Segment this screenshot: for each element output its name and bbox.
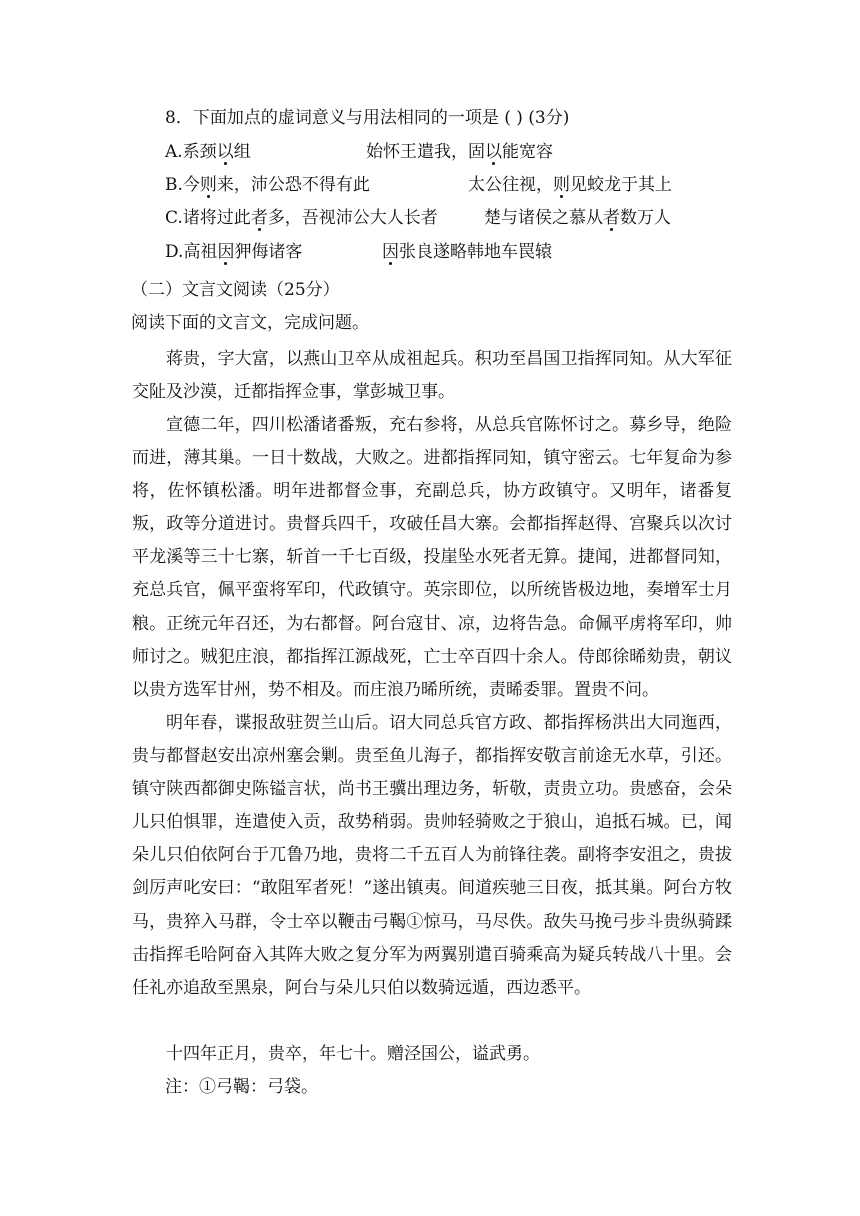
dotted-function-word: 因 [382, 242, 399, 262]
question-8-stem: 8．下面加点的虚词意义与用法相同的一项是 ( ) (3分) [165, 108, 570, 128]
option-text: 诸将过此 [182, 208, 251, 228]
option-text: 数万人 [620, 208, 671, 228]
dotted-function-word: 者 [250, 208, 268, 228]
option-text: 太公往视， [468, 175, 553, 195]
option-c-right [484, 205, 671, 231]
passage-paragraph-2: 宣德二年，四川松潘诸番叛，充右参将，从总兵官陈怀讨之。募乡导，绝险而进，薄其巢。一日十数战，大败之。进都指挥同知，镇守密云。七年复命为参将，佐怀镇松潘。明年进都督佥事，充副总兵，协方政镇守。又明年，诸番复叛，政等分道进讨。贵督兵四千，攻破任昌大寨。会都指挥赵得、宫聚兵以次讨平龙溪等三十七寨，斩首一千七百级，投崖坠水死者无算。捷闻，进都督同知，充总兵官，佩平蛮将军印，代政镇守。英宗即位，以所统皆极边地，奏增军士月粮。正统元年召还，为右都督。阿台寇甘、凉，边将告急。命佩平虏将军印，帅师讨之。贼犯庄浪，都指挥江源战死，亡士卒百四十余人。侍郎徐晞劾贵，朝议以贵方选军甘州，势不相及。而庄浪乃晞所统，责晞委罪。置贵不问。 [132, 415, 732, 700]
option-text: 狎侮诸客 [234, 242, 303, 262]
option-text: 系颈 [182, 142, 217, 162]
option-text: 高祖 [183, 242, 218, 262]
section-heading: （二）文言文阅读（25分） [131, 280, 340, 300]
option-label: D. [165, 242, 184, 262]
footnote: 注：①弓鞨：弓袋。 [165, 1077, 318, 1097]
option-text: 始怀王遣我，固 [366, 142, 485, 162]
option-d-left [165, 239, 302, 265]
option-text: 多，吾视沛公大人长者 [267, 208, 438, 228]
option-text: 能宽容 [502, 142, 553, 162]
passage-paragraph-1: 蒋贵，字大富，以燕山卫卒从成祖起兵。积功至昌国卫指挥同知。从大军征交阯及沙漠，迁都指挥佥事，掌彭城卫事。 [132, 349, 732, 403]
option-d-right [382, 239, 552, 265]
option-text: 今 [182, 175, 200, 195]
option-label: B. [165, 175, 183, 195]
passage-paragraph-4: 十四年正月，贵卒，年七十。赠泾国公，谥武勇。 [166, 1044, 540, 1064]
option-text: 张良遂略韩地车罠辕 [399, 242, 552, 262]
option-a-left [165, 139, 251, 165]
dotted-function-word: 以 [216, 142, 234, 162]
reading-instruction: 阅读下面的文言文，完成问题。 [131, 313, 369, 333]
option-text: 见蛟龙于其上 [570, 175, 672, 195]
dotted-function-word: 者 [603, 208, 620, 228]
option-b-left [165, 172, 370, 198]
option-label: A. [165, 142, 183, 162]
passage-paragraph-3: 明年春，谍报敌驻贺兰山后。诏大同总兵官方政、都指挥杨洪出大同迤西，贵与都督赵安出凉州塞会剿。贵至鱼儿海子，都指挥安敬言前途无水草，引还。镇守陕西都御史陈镒言状，尚书王骥出理边务，斩敬，责贵立功。贵感奋，会朵儿只伯惧罪，连遣使入贡，敌势稍弱。贵帅轻骑败之于狼山，追抵石城。已，闻朵儿只伯依阿台于兀鲁乃地，贵将二千五百人为前锋往袭。副将李安沮之，贵拔剑厉声叱安曰：“敢阻军者死！”遂出镇夷。间道疾驰三日夜，抵其巢。阿台方牧马，贵猝入马群，令士卒以鞭击弓鞨①惊马，马尽佚。敌失马挽弓步斗贵纵骑蹂击指挥毛哈阿奋入其阵大败之复分军为两翼别遣百骑乘高为疑兵转战八十里。会任礼亦追敌至黑泉，阿台与朵儿只伯以数骑远遁，西边悉平。 [132, 713, 732, 998]
option-text: 组 [233, 142, 251, 162]
dotted-function-word: 因 [217, 242, 235, 262]
dotted-function-word: 则 [553, 175, 570, 195]
option-b-right [468, 172, 672, 198]
dotted-function-word: 以 [485, 142, 502, 162]
option-text: 来，沛公恐不得有此 [216, 175, 370, 195]
option-a-right [366, 139, 553, 165]
option-c-left [165, 205, 438, 231]
dotted-function-word: 则 [199, 175, 217, 195]
option-text: 楚与诸侯之慕从 [484, 208, 603, 228]
option-label: C. [165, 208, 183, 228]
